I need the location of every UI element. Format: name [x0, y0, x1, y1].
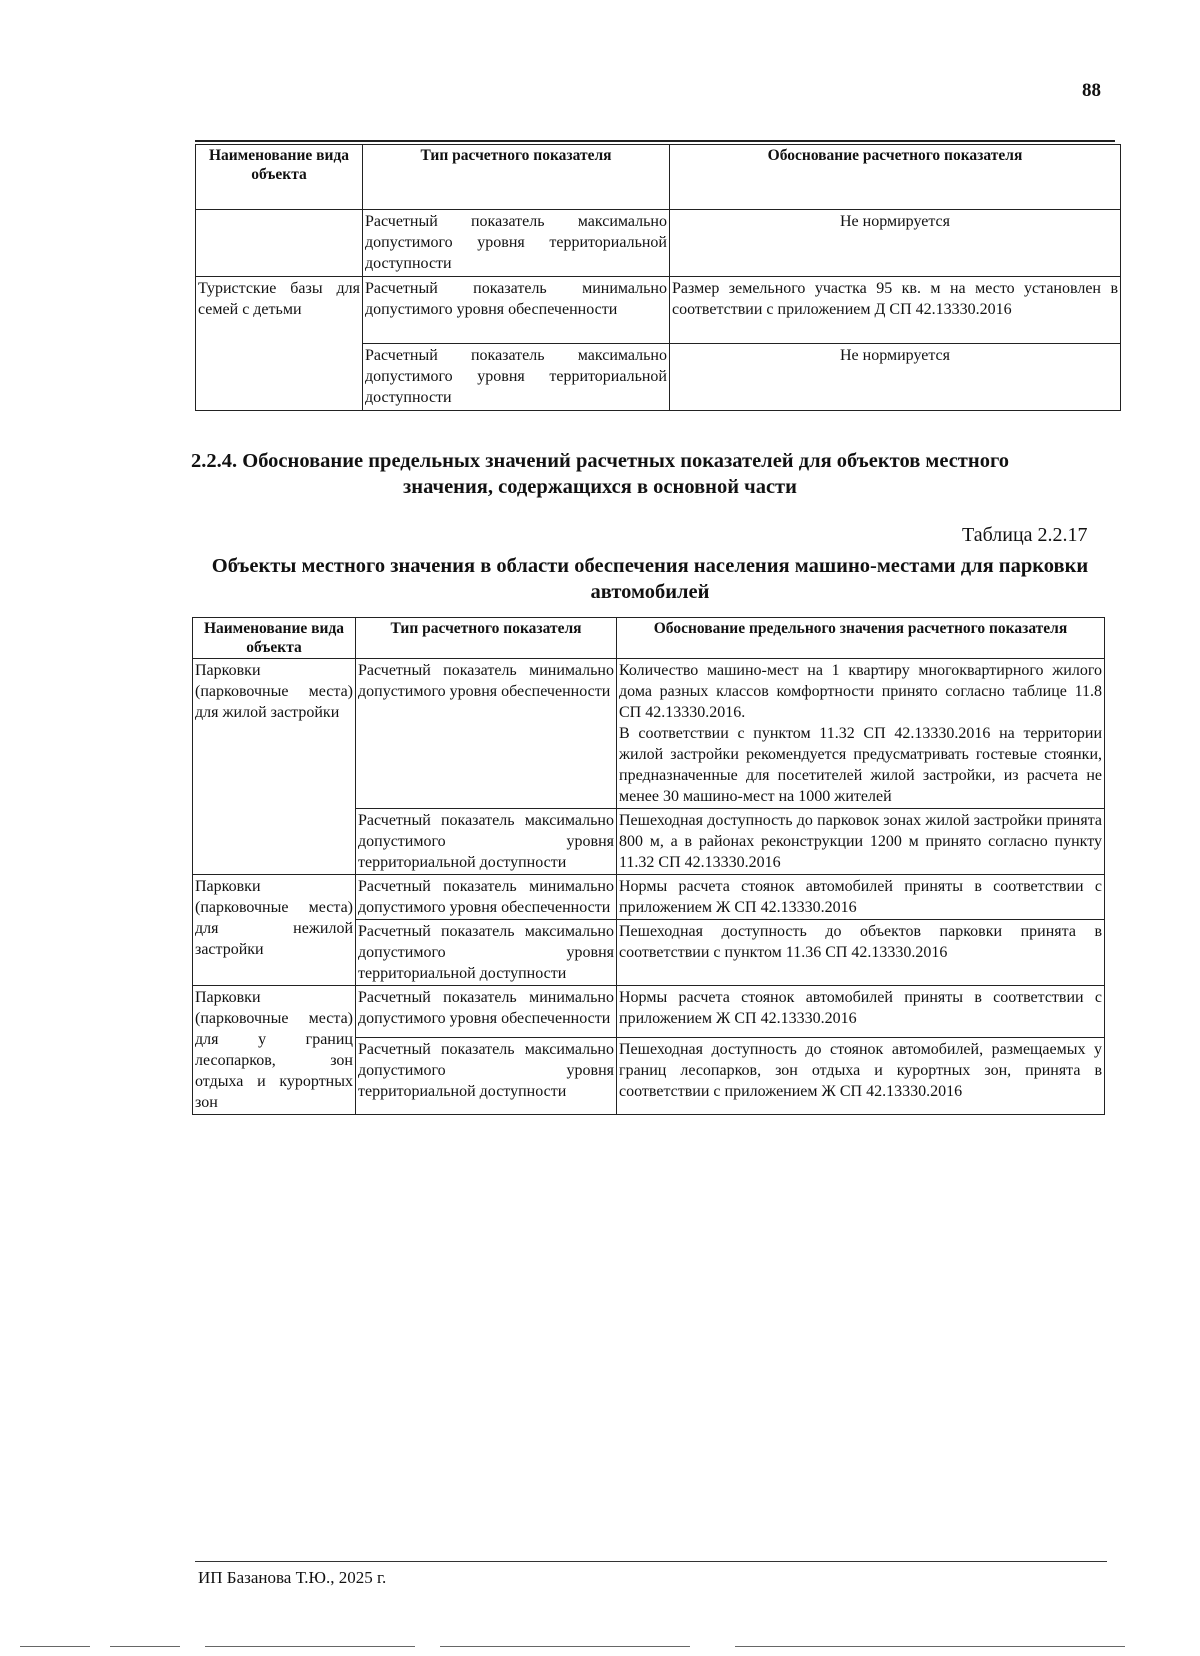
indicator-type-cell: Расчетный показатель максимально допустимого уровня территориальной доступности: [356, 1038, 617, 1115]
object-name-cell: Туристские базы для семей с детьми: [196, 277, 363, 411]
justification-cell: Не нормируется: [670, 344, 1121, 411]
justification-cell: Нормы расчета стоянок автомобилей приняты в соответствии с приложением Ж СП 42.13330.2016: [617, 875, 1105, 920]
footer-text: ИП Базанова Т.Ю., 2025 г.: [198, 1568, 387, 1587]
justification-cell: Пешеходная доступность до стоянок автомобилей, размещаемых у границ лесопарков, зон отдыха и курортных зон, принята в соответствии с приложением Ж СП 42.13330.2016: [617, 1038, 1105, 1115]
justification-paragraph: Количество машино-мест на 1 квартиру многоквартирного жилого дома разных классов комфортности принято согласно таблице 11.8 СП 42.13330.2016.: [619, 662, 1102, 721]
table-header-row: [196, 145, 1121, 210]
page-number: 88: [1082, 80, 1101, 101]
indicator-type-cell: Расчетный показатель минимально допустимого уровня обеспеченности: [356, 875, 617, 920]
header-object-name: Наименование вида объекта: [193, 618, 356, 659]
table-row: [193, 659, 1105, 809]
table-header-row: [193, 618, 1105, 659]
justification-cell: [617, 659, 1105, 809]
table-continuation: [195, 144, 1121, 411]
header-indicator-type: Тип расчетного показателя: [363, 145, 670, 210]
object-name-cell: Парковки (парковочные места) для у границ лесопарков, зон отдыха и курортных зон: [193, 986, 356, 1115]
indicator-type-cell: Расчетный показатель минимально допустимого уровня обеспеченности: [356, 986, 617, 1038]
justification-cell: Нормы расчета стоянок автомобилей приняты в соответствии с приложением Ж СП 42.13330.2016: [617, 986, 1105, 1038]
object-name-cell: Парковки (парковочные места) для жилой застройки: [193, 659, 356, 875]
indicator-type-cell: Расчетный показатель максимально допустимого уровня территориальной доступности: [356, 809, 617, 875]
table-caption: Объекты местного значения в области обеспечения населения машино-местами для парковки автомобилей: [211, 555, 1089, 603]
indicator-type-cell: Расчетный показатель максимально допустимого уровня территориальной доступности: [363, 344, 670, 411]
indicator-type-cell: Расчетный показатель максимально допустимого уровня территориальной доступности: [356, 920, 617, 986]
object-cell-empty: [196, 210, 363, 277]
table-row: [196, 210, 1121, 277]
table-number: Таблица 2.2.17: [962, 524, 1088, 546]
footer-rule: [195, 1561, 1107, 1562]
section-heading: 2.2.4. Обоснование предельных значений расчетных показателей для объектов местного значения, содержащихся в основной части: [191, 450, 1009, 498]
justification-paragraph: В соответствии с пунктом 11.32 СП 42.13330.2016 на территории жилой застройки рекомендуется предусматривать гостевые стоянки, предназначенные для посетителей жилой застройки, из расчета не менее 30 машино-мест на 1000 жителей: [619, 725, 1102, 805]
header-justification: Обоснование расчетного показателя: [670, 145, 1121, 210]
justification-cell: Пешеходная доступность до объектов парковки принята в соответствии с пунктом 11.36 СП 42.13330.2016: [617, 920, 1105, 986]
header-indicator-type: Тип расчетного показателя: [356, 618, 617, 659]
table-row: [193, 875, 1105, 920]
indicator-type-cell: Расчетный показатель минимально допустимого уровня обеспеченности: [363, 277, 670, 344]
parking-table: [192, 617, 1105, 1115]
table-row: [196, 277, 1121, 344]
scan-artifact-line: [20, 1646, 90, 1647]
indicator-type-cell: Расчетный показатель минимально допустимого уровня обеспеченности: [356, 659, 617, 809]
scan-artifact-line: [205, 1646, 415, 1647]
scan-artifact-line: [440, 1646, 690, 1647]
justification-cell: Пешеходная доступность до парковок зонах жилой застройки принята 800 м, а в районах реконструкции 1200 м принято согласно пункту 11.32 СП 42.13330.2016: [617, 809, 1105, 875]
indicator-type-cell: Расчетный показатель максимально допустимого уровня территориальной доступности: [363, 210, 670, 277]
top-rule: [195, 140, 1115, 142]
justification-cell: Не нормируется: [670, 210, 1121, 277]
scan-artifact-line: [110, 1646, 180, 1647]
object-name-cell: Парковки (парковочные места) для нежилой застройки: [193, 875, 356, 986]
table-row: [193, 986, 1105, 1038]
justification-cell: Размер земельного участка 95 кв. м на место установлен в соответствии с приложением Д СП 42.13330.2016: [670, 277, 1121, 344]
scan-artifact-line: [735, 1646, 1125, 1647]
header-object-name: Наименование вида объекта: [196, 145, 363, 210]
header-justification: Обоснование предельного значения расчетного показателя: [617, 618, 1105, 659]
